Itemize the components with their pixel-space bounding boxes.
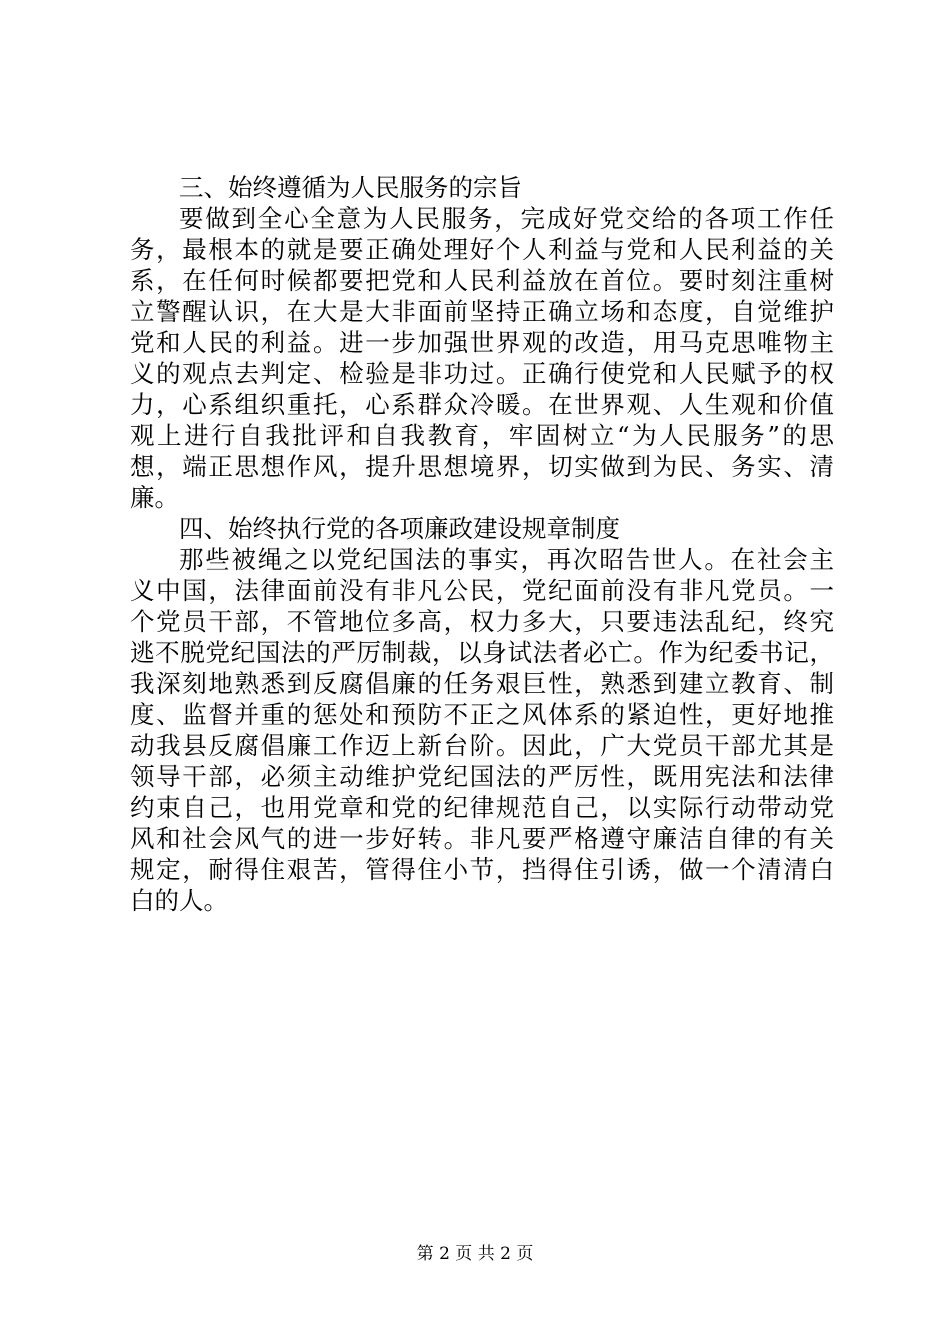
page-number-footer: 第 2 页 共 2 页: [416, 1244, 534, 1264]
paragraph-line: 规定，耐得住艰苦，管得住小节，挡得住引诱，做一个清清白: [130, 855, 834, 884]
paragraph-line: 廉。: [130, 483, 179, 512]
section-heading-3: 三、始终遵循为人民服务的宗旨: [179, 173, 522, 202]
paragraph-line: 义的观点去判定、检验是非功过。正确行使党和人民赋予的权: [130, 359, 834, 388]
paragraph-line: 动我县反腐倡廉工作迈上新台阶。因此，广大党员干部尤其是: [130, 731, 834, 760]
paragraph-line: 党和人民的利益。进一步加强世界观的改造，用马克思唯物主: [130, 328, 834, 357]
paragraph-line: 要做到全心全意为人民服务，完成好党交给的各项工作任: [179, 204, 834, 233]
paragraph-line: 立警醒认识，在大是大非面前坚持正确立场和态度，自觉维护: [130, 297, 834, 326]
paragraph-line: 度、监督并重的惩处和预防不正之风体系的紧迫性，更好地推: [130, 700, 834, 729]
paragraph-line: 力，心系组织重托，心系群众冷暖。在世界观、人生观和价值: [130, 390, 834, 419]
paragraph-line: 我深刻地熟悉到反腐倡廉的任务艰巨性，熟悉到建立教育、制: [130, 669, 834, 698]
paragraph-line: 领导干部，必须主动维护党纪国法的严厉性，既用宪法和法律: [130, 762, 834, 791]
paragraph-line: 风和社会风气的进一步好转。非凡要严格遵守廉洁自律的有关: [130, 824, 834, 853]
paragraph-line: 想，端正思想作风，提升思想境界，切实做到为民、务实、清: [130, 452, 834, 481]
paragraph-line: 白的人。: [130, 886, 228, 915]
paragraph-line: 系，在任何时候都要把党和人民利益放在首位。要时刻注重树: [130, 266, 834, 295]
paragraph-line: 务，最根本的就是要正确处理好个人利益与党和人民利益的关: [130, 235, 834, 264]
document-body: [130, 172, 834, 916]
paragraph-4: [130, 544, 834, 916]
paragraph-line: 义中国，法律面前没有非凡公民，党纪面前没有非凡党员。一: [130, 576, 834, 605]
paragraph-line: 约束自己，也用党章和党的纪律规范自己，以实际行动带动党: [130, 793, 834, 822]
paragraph-line: 个党员干部，不管地位多高，权力多大，只要违法乱纪，终究: [130, 607, 834, 636]
paragraph-3: [130, 203, 834, 513]
section-heading-4: 四、始终执行党的各项廉政建设规章制度: [179, 514, 620, 543]
paragraph-line: 逃不脱党纪国法的严厉制裁，以身试法者必亡。作为纪委书记，: [130, 638, 834, 667]
paragraph-line: 观上进行自我批评和自我教育，牢固树立“为人民服务”的思: [130, 421, 834, 450]
paragraph-line: 那些被绳之以党纪国法的事实，再次昭告世人。在社会主: [179, 545, 834, 574]
